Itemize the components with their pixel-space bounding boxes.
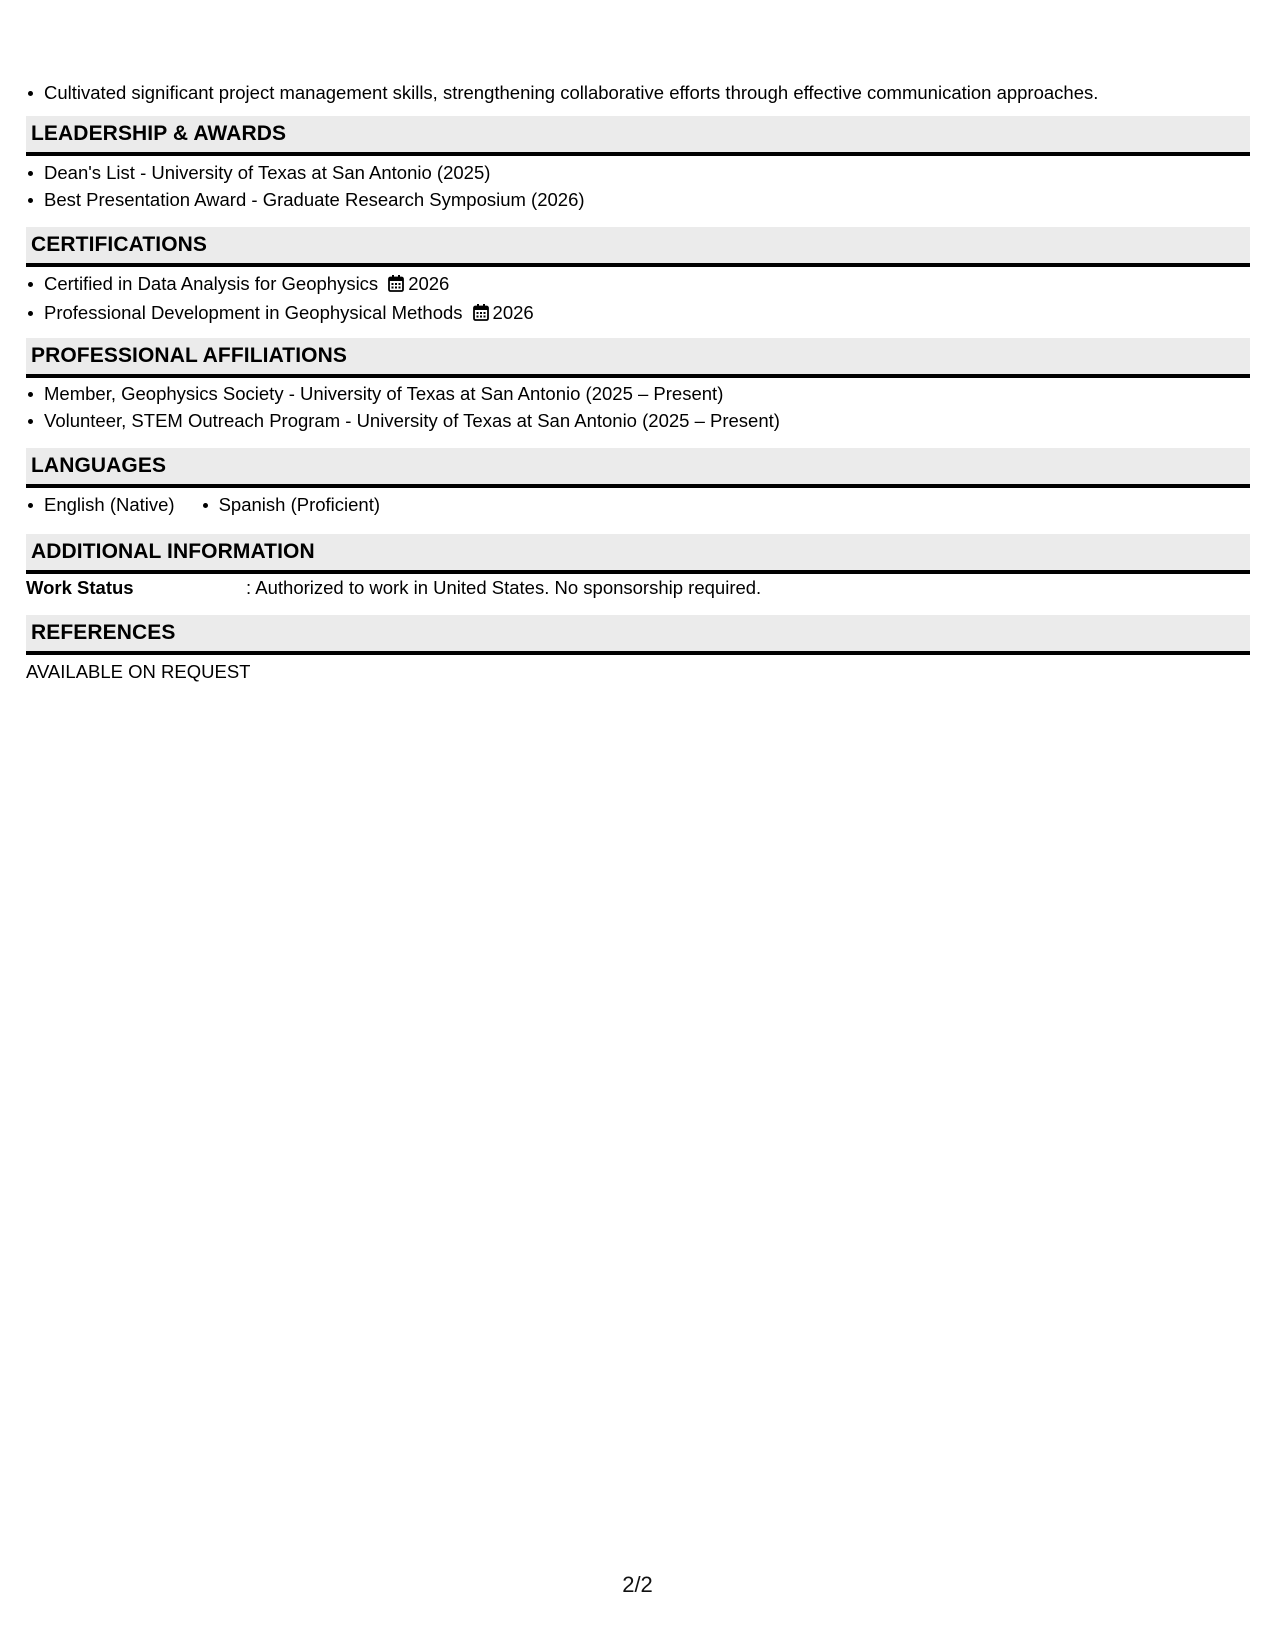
additional-info-table — [26, 574, 1250, 601]
info-row — [26, 574, 1250, 601]
info-value: : Authorized to work in United States. No sponsorship required. — [246, 577, 762, 598]
affiliations-list — [26, 380, 780, 434]
experience-continuation-list — [26, 79, 1098, 106]
certification-year: 2026 — [492, 302, 534, 323]
section-header-professional-affiliations — [26, 338, 1250, 378]
section-header-references — [26, 615, 1250, 655]
list-item — [44, 270, 534, 299]
calendar-icon — [473, 301, 489, 328]
languages-list — [26, 491, 424, 518]
page-number: 2/2 — [622, 1572, 653, 1597]
certification-name: Professional Development in Geophysical Methods — [44, 302, 463, 323]
section-title: REFERENCES — [31, 621, 176, 644]
list-item: Spanish (Proficient) — [219, 491, 380, 518]
list-item: Dean's List - University of Texas at San Antonio (2025) — [44, 159, 585, 186]
list-item: Volunteer, STEM Outreach Program - University of Texas at San Antonio (2025 – Present) — [44, 407, 780, 434]
section-title: PROFESSIONAL AFFILIATIONS — [31, 344, 347, 367]
list-item: Cultivated significant project management skills, strengthening collaborative efforts through effective communication approaches. — [44, 79, 1098, 106]
certifications-list — [26, 270, 534, 328]
section-title: CERTIFICATIONS — [31, 233, 208, 256]
certification-year: 2026 — [408, 273, 450, 294]
list-item — [44, 299, 534, 328]
section-title: LANGUAGES — [31, 454, 167, 477]
section-header-leadership-awards — [26, 116, 1250, 156]
leadership-awards-list — [26, 159, 585, 213]
references-text: AVAILABLE ON REQUEST — [26, 661, 251, 682]
section-title: LEADERSHIP & AWARDS — [31, 122, 287, 145]
list-item: Best Presentation Award - Graduate Research Symposium (2026) — [44, 186, 585, 213]
section-header-languages — [26, 448, 1250, 488]
section-header-additional-information — [26, 534, 1250, 574]
calendar-icon — [388, 272, 404, 299]
list-item: Member, Geophysics Society - University of Texas at San Antonio (2025 – Present) — [44, 380, 780, 407]
certification-name: Certified in Data Analysis for Geophysics — [44, 273, 379, 294]
info-label: Work Status — [26, 577, 134, 598]
section-header-certifications — [26, 227, 1250, 267]
section-title: ADDITIONAL INFORMATION — [31, 540, 315, 563]
list-item: English (Native) — [44, 491, 175, 518]
